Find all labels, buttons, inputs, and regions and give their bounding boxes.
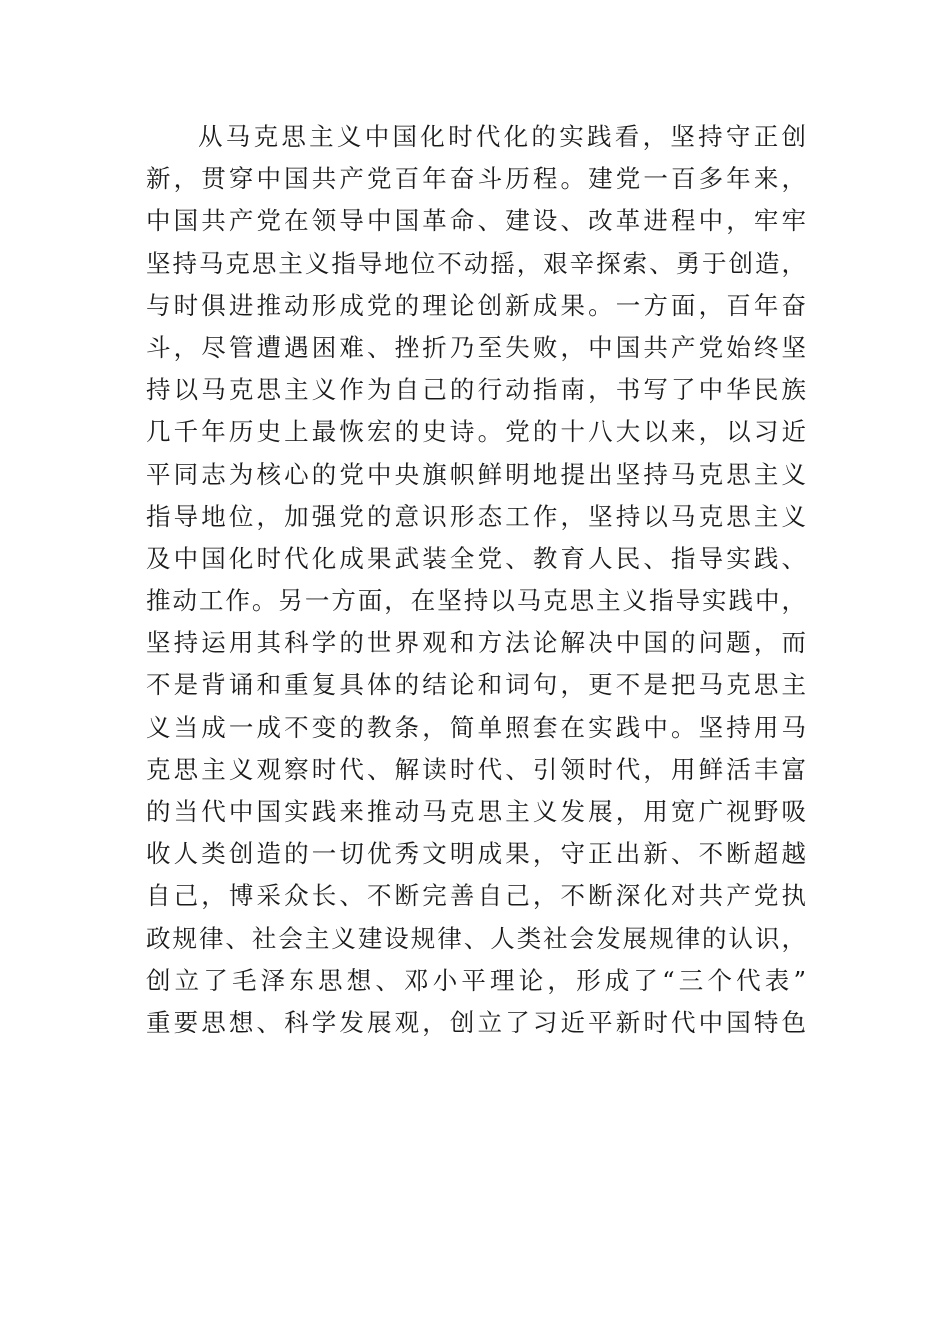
paragraph-line-11: 及中国化时代化成果武装全党、教育人民、指导实践、	[146, 543, 806, 573]
paragraph-line-12: 推动工作。另一方面，在坚持以马克思主义指导实践中，	[146, 586, 806, 616]
paragraph-line-6: 斗，尽管遭遇困难、挫折乃至失败，中国共产党始终坚	[146, 332, 806, 362]
paragraph-line-2: 新，贯穿中国共产党百年奋斗历程。建党一百多年来，	[146, 164, 806, 194]
paragraph-line-21: 创立了毛泽东思想、邓小平理论，形成了“三个代表”	[146, 965, 806, 995]
paragraph-line-5: 与时俱进推动形成党的理论创新成果。一方面，百年奋	[146, 290, 806, 320]
paragraph-line-1: 从马克思主义中国化时代化的实践看，坚持守正创	[198, 122, 806, 151]
paragraph-line-3: 中国共产党在领导中国革命、建设、改革进程中，牢牢	[146, 206, 806, 236]
paragraph-line-15: 义当成一成不变的教条，简单照套在实践中。坚持用马	[146, 712, 806, 742]
paragraph-line-22: 重要思想、科学发展观，创立了习近平新时代中国特色	[146, 1007, 806, 1037]
paragraph-line-13: 坚持运用其科学的世界观和方法论解决中国的问题，而	[146, 628, 806, 658]
body-paragraph	[146, 116, 806, 1044]
paragraph-line-9: 平同志为核心的党中央旗帜鲜明地提出坚持马克思主义	[146, 459, 806, 489]
paragraph-line-16: 克思主义观察时代、解读时代、引领时代，用鲜活丰富	[146, 754, 806, 784]
paragraph-line-17: 的当代中国实践来推动马克思主义发展，用宽广视野吸	[146, 797, 806, 826]
paragraph-line-20: 政规律、社会主义建设规律、人类社会发展规律的认识，	[146, 923, 806, 953]
paragraph-line-4: 坚持马克思主义指导地位不动摇，艰辛探索、勇于创造，	[146, 248, 806, 278]
paragraph-line-8: 几千年历史上最恢宏的史诗。党的十八大以来，以习近	[146, 417, 806, 447]
paragraph-line-10: 指导地位，加强党的意识形态工作，坚持以马克思主义	[146, 501, 806, 531]
paragraph-line-18: 收人类创造的一切优秀文明成果，守正出新、不断超越	[146, 839, 806, 869]
paragraph-line-14: 不是背诵和重复具体的结论和词句，更不是把马克思主	[146, 670, 806, 700]
paragraph-line-19: 自己，博采众长、不断完善自己，不断深化对共产党执	[146, 881, 806, 911]
paragraph-line-7: 持以马克思主义作为自己的行动指南，书写了中华民族	[146, 375, 806, 405]
